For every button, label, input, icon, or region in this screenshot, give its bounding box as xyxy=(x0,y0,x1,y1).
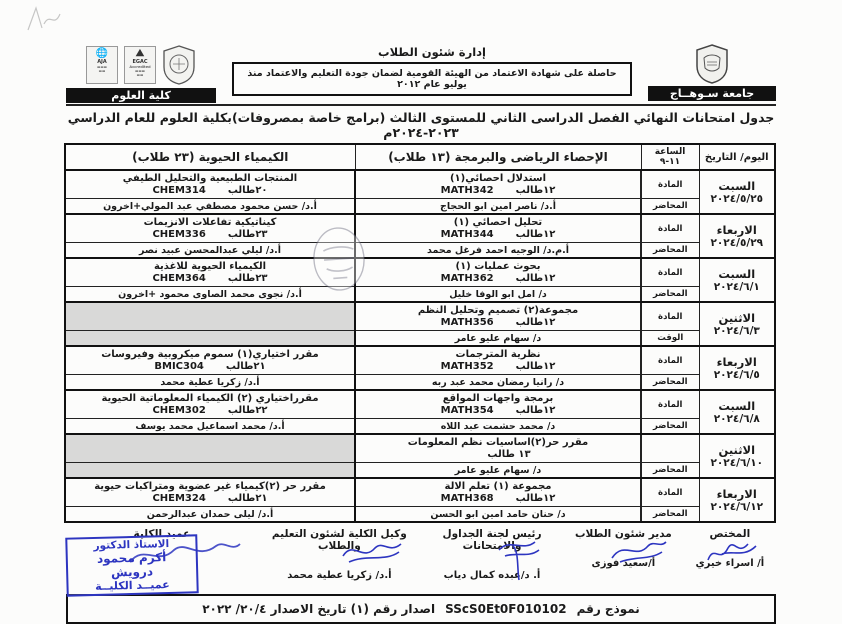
chem-subject-cell xyxy=(65,434,355,463)
chem-subject-name: مقرر اختياري(١) سموم ميكروبية وفيروسات xyxy=(101,348,319,360)
row-label-subject: المادة xyxy=(641,478,699,507)
lecturer-row xyxy=(65,463,775,479)
chem-lecturer-cell xyxy=(65,243,355,259)
day-date: ٢٠٢٤/٦/١٢ xyxy=(710,500,764,513)
row-label-lecturer: الوقت xyxy=(641,331,699,347)
day-name: الاربعاء xyxy=(716,222,757,237)
signature-title: مدير شئون الطلاب xyxy=(574,528,672,540)
chem-student-count: ٢٣طالب xyxy=(227,228,268,240)
math-subject-cell xyxy=(355,302,641,331)
signature-name: أ/سعيد فوزى xyxy=(591,558,656,569)
day-name: السبت xyxy=(718,178,756,193)
day-name: الاثنين xyxy=(718,442,756,457)
signature-title: المختص xyxy=(709,528,751,540)
math-student-count: ١٣ طالب xyxy=(487,448,531,460)
math-subject-cell xyxy=(355,258,641,287)
math-course-code: MATH368 xyxy=(440,492,494,504)
math-subject-name: مجموعة (١) تعلم الالة xyxy=(444,480,552,492)
form-number-box xyxy=(66,594,776,624)
chem-student-count: ٢١طالب xyxy=(227,492,268,504)
faculty-block xyxy=(66,44,216,103)
row-label-subject: المادة xyxy=(641,390,699,419)
row-label-subject: المادة xyxy=(641,258,699,287)
document xyxy=(66,44,776,624)
day-date: ٢٠٢٤/٦/٣ xyxy=(713,324,760,337)
math-course-code: MATH362 xyxy=(440,272,494,284)
day-date-cell xyxy=(699,390,775,434)
subject-row xyxy=(65,478,775,507)
math-subject-cell xyxy=(355,478,641,507)
chem-lecturer-cell xyxy=(65,331,355,347)
row-label-subject xyxy=(641,434,699,463)
math-subject-name: نظرية المترجمات xyxy=(455,348,541,360)
math-lecturer-cell: أ.م.د/ الوجيه احمد فرغل محمد xyxy=(355,243,641,259)
math-subject-cell xyxy=(355,346,641,375)
form-no-label: نموذج رقم xyxy=(576,602,640,616)
math-subject-cell xyxy=(355,390,641,419)
math-student-count: ١٢طالب xyxy=(515,228,556,240)
chem-lecturer-cell xyxy=(65,463,355,479)
chem-subject-name: مقرراختياري (٢) الكيمياء المعلوماتية الحيوية xyxy=(101,392,319,404)
chem-lecturer-name: أ.د/ زكريا عطية محمد xyxy=(160,376,260,388)
day-date-cell xyxy=(699,478,775,522)
lecturer-row xyxy=(65,243,775,259)
day-date-cell xyxy=(699,346,775,390)
chem-student-count: ٢٢طالب xyxy=(227,404,268,416)
aja-logo-icon: 🌐 AJA ▬▬▬ ▬▬ xyxy=(86,46,118,84)
signatures-row xyxy=(66,528,776,593)
chem-course-code: BMIC304 xyxy=(154,360,204,372)
university-name-bar: جامعة سـوهــاج xyxy=(648,86,776,101)
chem-student-count: ٢١طالب xyxy=(225,360,266,372)
math-lecturer-cell: د/ سهام عليو عامر xyxy=(355,463,641,479)
math-course-code: MATH356 xyxy=(440,316,494,328)
signature-name: أ.د/ زكريا عطية محمد xyxy=(287,570,392,581)
lecturer-row xyxy=(65,375,775,391)
department-title: إدارة شئون الطلاب xyxy=(378,45,486,59)
math-lecturer-cell: د/ رانيا رمضان محمد عبد ربه xyxy=(355,375,641,391)
chem-subject-cell xyxy=(65,302,355,331)
row-label-subject: المادة xyxy=(641,302,699,331)
row-label-subject: المادة xyxy=(641,170,699,199)
faculty-logos xyxy=(86,44,196,86)
signature-specialist xyxy=(684,528,776,590)
egac-logo-icon: ⛰ EGAC Accredited ▬▬▬ ▬▬ xyxy=(124,46,156,84)
day-name: السبت xyxy=(718,398,756,413)
day-name: الاربعاء xyxy=(716,354,757,369)
signature-dean xyxy=(66,528,258,593)
subject-row xyxy=(65,302,775,331)
math-course-code: MATH352 xyxy=(440,360,494,372)
day-name: الاثنين xyxy=(718,310,756,325)
chem-lecturer-name: أ.د/ ليلي عبدالمحسن عبيد نصر xyxy=(138,244,282,256)
dean-handwriting-icon xyxy=(124,538,244,572)
signature-title: عميد الكلية xyxy=(133,528,191,540)
math-student-count: ١٢طالب xyxy=(515,404,556,416)
math-course-code: MATH354 xyxy=(440,404,494,416)
math-student-count: ١٢طالب xyxy=(515,492,556,504)
scan-artifact xyxy=(24,4,64,38)
lecturer-row xyxy=(65,199,775,215)
math-subject-name: بحوث عمليات (١) xyxy=(455,260,541,272)
header-program-chem: الكيمياء الحيوية (٢٣ طلاب) xyxy=(65,144,355,170)
chem-subject-name: المنتجات الطبيعية والتحليل الطيفي xyxy=(122,172,298,184)
signature-scribble-icon xyxy=(489,538,549,582)
chem-student-count: ٢٠طالب xyxy=(227,184,268,196)
math-student-count: ١٢طالب xyxy=(515,360,556,372)
day-date: ٢٠٢٤/٥/٢٥ xyxy=(710,192,764,205)
faculty-name-bar: كلية العلوم xyxy=(66,88,216,103)
university-block xyxy=(648,44,776,101)
signature-name: أ. د/عبده كمال دياب xyxy=(443,570,541,581)
subject-row xyxy=(65,214,775,243)
math-lecturer-cell: د/ محمد حشمت عبد اللاه xyxy=(355,419,641,435)
signature-student-affairs-director xyxy=(563,528,684,590)
chem-lecturer-name: أ.د/ نجوى محمد الصاوى محمود +اخرون xyxy=(118,288,302,300)
math-lecturer-cell: د/ سهام عليو عامر xyxy=(355,331,641,347)
chem-course-code: CHEM324 xyxy=(152,492,206,504)
chem-subject-name: مقرر حر (٢)كيمياء غير عضوية ومتراكبات حيوية xyxy=(94,480,326,492)
form-code: SScS0Et0F010102 xyxy=(445,602,567,616)
chem-subject-cell xyxy=(65,346,355,375)
header-center xyxy=(216,44,648,96)
signature-vice-dean xyxy=(258,528,421,590)
chem-student-count: ٢٣طالب xyxy=(227,272,268,284)
math-student-count: ١٢طالب xyxy=(515,272,556,284)
row-label-subject: المادة xyxy=(641,346,699,375)
subject-row xyxy=(65,390,775,419)
math-lecturer-cell: د/ حنان حامد امين ابو الحسن xyxy=(355,507,641,523)
page-header xyxy=(66,44,776,106)
row-label-lecturer: المحاضر xyxy=(641,243,699,259)
faculty-emblem-icon xyxy=(162,45,196,85)
header-day-date: اليوم/ التاريخ xyxy=(699,144,775,170)
signature-name: أ/ اسراء خيري xyxy=(695,558,765,569)
chem-course-code: CHEM336 xyxy=(152,228,206,240)
row-label-lecturer: المحاضر xyxy=(641,463,699,479)
chem-lecturer-cell xyxy=(65,375,355,391)
chem-subject-cell xyxy=(65,478,355,507)
day-date: ٢٠٢٤/٥/٢٩ xyxy=(710,236,764,249)
day-date: ٢٠٢٤/٦/١٠ xyxy=(710,456,764,469)
signature-scribble-icon xyxy=(606,538,670,566)
row-label-lecturer: المحاضر xyxy=(641,375,699,391)
day-date-cell xyxy=(699,302,775,346)
row-label-lecturer: المحاضر xyxy=(641,507,699,523)
chem-course-code: CHEM364 xyxy=(152,272,206,284)
day-name: الاربعاء xyxy=(716,486,757,501)
row-label-lecturer: المحاضر xyxy=(641,199,699,215)
chem-subject-name: كيناتيكية تفاعلات الانزيمات xyxy=(143,216,277,228)
university-emblem-icon xyxy=(695,44,729,84)
chem-subject-cell xyxy=(65,214,355,243)
signature-title: رئيس لجنة الجداول والامتحانات xyxy=(442,528,542,552)
dean-blue-stamp: الاستاذ الدكتور أكرم محمود درويش عميــد الكليــة xyxy=(65,534,198,596)
subject-row xyxy=(65,346,775,375)
chem-lecturer-name: أ.د/ ليلى حمدان عبدالرحمن xyxy=(146,508,274,520)
lecturer-row xyxy=(65,419,775,435)
chem-course-code: CHEM302 xyxy=(152,404,206,416)
chem-lecturer-cell xyxy=(65,199,355,215)
chem-lecturer-name: أ.د/ محمد اسماعيل محمد يوسف xyxy=(135,420,285,432)
signature-scribble-icon xyxy=(337,538,407,568)
day-name: السبت xyxy=(718,266,756,281)
lecturer-row xyxy=(65,331,775,347)
accreditation-box: حاصلة على شهادة الاعتماد من الهيئة القومية لضمان جودة التعليم والاعتماد منذ يوليو عام ٢٠١٢ xyxy=(232,62,632,96)
chem-lecturer-cell xyxy=(65,287,355,303)
issue-text: اصدار رقم (١) تاريخ الاصدار ٢٠/٤/ ٢٠٢٢ xyxy=(202,602,436,616)
signature-exams-committee-head xyxy=(421,528,563,590)
day-date-cell xyxy=(699,258,775,302)
signature-title: وكيل الكلية لشئون التعليم والطلاب xyxy=(271,528,407,552)
lecturer-row xyxy=(65,287,775,303)
table-header-row xyxy=(65,144,775,170)
day-date-cell xyxy=(699,434,775,478)
math-student-count: ١٢طالب xyxy=(515,184,556,196)
day-date-cell xyxy=(699,170,775,214)
lecturer-row xyxy=(65,507,775,523)
header-hour: الساعة ١١-٩ xyxy=(641,144,699,170)
math-subject-name: برمجة واجهات المواقع xyxy=(442,392,554,404)
subject-row xyxy=(65,170,775,199)
subject-row xyxy=(65,258,775,287)
day-date: ٢٠٢٤/٦/٨ xyxy=(713,412,760,425)
row-label-lecturer: المحاضر xyxy=(641,419,699,435)
math-subject-name: مجموعة(٢) تصميم وتحليل النظم xyxy=(417,304,579,316)
math-subject-name: استدلال احصائي(١) xyxy=(449,172,547,184)
math-subject-name: مقرر حر(٢)اساسيات نظم المعلومات xyxy=(407,436,589,448)
schedule-title: جدول امتحانات النهائي الفصل الدراسى الثاني للمستوى الثالث (برامج خاصة بمصروفات)بكلية العلوم للعام الدراسي ٢٠٢٣-٢٠٢٤م xyxy=(67,110,775,140)
chem-course-code: CHEM314 xyxy=(152,184,206,196)
day-date-cell xyxy=(699,214,775,258)
math-subject-name: تحليل احصائي (١) xyxy=(453,216,543,228)
chem-lecturer-name: أ.د/ حسن محمود مصطفي عبد المولي+اخرون xyxy=(103,200,317,212)
math-lecturer-cell: د/ امل ابو الوفا خليل xyxy=(355,287,641,303)
math-subject-cell xyxy=(355,170,641,199)
math-lecturer-cell: أ.د/ ناصر امين ابو الحجاج xyxy=(355,199,641,215)
row-label-lecturer: المحاضر xyxy=(641,287,699,303)
subject-row xyxy=(65,434,775,463)
chem-subject-cell xyxy=(65,390,355,419)
day-date: ٢٠٢٤/٦/١ xyxy=(713,280,760,293)
day-date: ٢٠٢٤/٦/٥ xyxy=(713,368,760,381)
signature-scribble-icon xyxy=(704,538,762,568)
chem-lecturer-cell xyxy=(65,507,355,523)
chem-subject-cell xyxy=(65,258,355,287)
math-course-code: MATH344 xyxy=(440,228,494,240)
math-course-code: MATH342 xyxy=(440,184,494,196)
math-student-count: ١٢طالب xyxy=(515,316,556,328)
header-program-math: الإحصاء الرياضى والبرمجة (١٣ طلاب) xyxy=(355,144,641,170)
math-subject-cell xyxy=(355,214,641,243)
row-label-subject: المادة xyxy=(641,214,699,243)
exam-schedule-table xyxy=(64,143,776,523)
chem-subject-name: الكيمياء الحيوية للاغذية xyxy=(153,260,267,272)
math-subject-cell xyxy=(355,434,641,463)
chem-lecturer-cell xyxy=(65,419,355,435)
chem-subject-cell xyxy=(65,170,355,199)
